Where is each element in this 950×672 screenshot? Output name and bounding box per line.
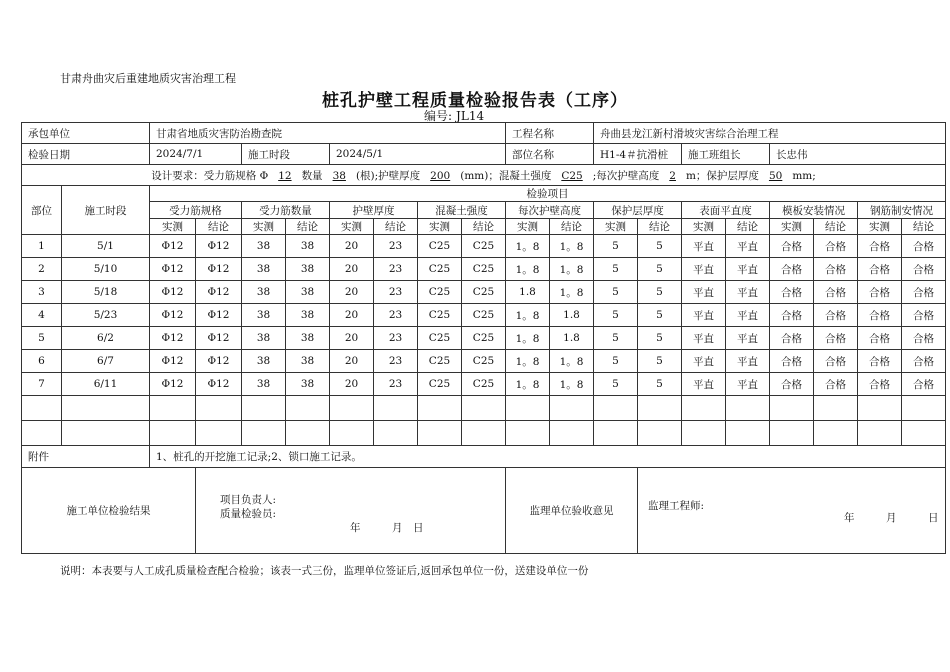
row-cell: 平直 [682,373,726,396]
info-row-1 [22,123,946,144]
row-cell: 23 [374,327,418,350]
row-cell: 5 [594,258,638,281]
row-cell: Φ12 [150,304,196,327]
row-cell: 平直 [682,281,726,304]
row-cell: 38 [242,350,286,373]
row-cell: 合格 [858,258,902,281]
empty-cell [22,396,62,421]
row-cell: 合格 [858,327,902,350]
empty-cell [374,421,418,446]
row-period: 5/18 [62,281,150,304]
construct-period-label: 施工时段 [242,144,330,165]
header-item: 每次护壁高度 [506,202,594,219]
row-cell: C25 [418,235,462,258]
header-measured: 实测 [770,219,814,235]
project-name-value: 舟曲县龙江新村滑坡灾害综合治理工程 [594,123,946,144]
row-cell: 合格 [902,258,946,281]
inspect-date-value: 2024/7/1 [150,144,242,165]
header-conclusion: 结论 [196,219,242,235]
empty-cell [62,396,150,421]
row-cell: 平直 [726,373,770,396]
row-cell: 平直 [726,281,770,304]
row-cell: 38 [286,258,330,281]
row-cell: 5 [594,373,638,396]
header-conclusion: 结论 [902,219,946,235]
serial-label: 编号: [424,109,453,123]
header-conclusion: 结论 [638,219,682,235]
row-cell: 平直 [726,235,770,258]
row-cell: 5 [638,304,682,327]
row-part: 1 [22,235,62,258]
row-cell: 1。8 [506,235,550,258]
project-name: 甘肃舟曲灾后重建地质灾害治理工程 [60,72,236,85]
empty-cell [682,396,726,421]
design-requirements [22,165,946,186]
row-cell: 合格 [858,350,902,373]
quality-inspector-label: 质量检验员: [220,508,277,520]
row-cell: 5 [638,350,682,373]
empty-cell [770,421,814,446]
row-cell: 合格 [902,304,946,327]
header-item: 保护层厚度 [594,202,682,219]
row-cell: C25 [418,373,462,396]
row-cell: 平直 [726,327,770,350]
header-item: 表面平直度 [682,202,770,219]
row-cell: 1。8 [550,373,594,396]
row-cell: 5 [638,258,682,281]
row-cell: 23 [374,304,418,327]
team-leader-value: 长忠伟 [770,144,946,165]
row-cell: 合格 [770,373,814,396]
row-cell: 5 [638,235,682,258]
header-item: 受力筋规格 [150,202,242,219]
row-part: 4 [22,304,62,327]
serial-value: JL14 [456,109,485,123]
date-right: 年 月 日 [844,512,939,524]
row-cell: 合格 [814,304,858,327]
part-label: 部位名称 [506,144,594,165]
row-cell: 38 [242,304,286,327]
row-cell: 38 [242,327,286,350]
header-item: 受力筋数量 [242,202,330,219]
header-measured: 实测 [594,219,638,235]
row-cell: 23 [374,258,418,281]
row-cell: 1。8 [506,327,550,350]
empty-cell [150,421,196,446]
date-left: 年 月 日 [350,522,424,534]
row-cell: 合格 [902,235,946,258]
header-item: 混凝土强度 [418,202,506,219]
row-part: 6 [22,350,62,373]
row-cell: 38 [286,281,330,304]
empty-cell [196,396,242,421]
empty-cell [726,421,770,446]
row-cell: 1。8 [506,350,550,373]
row-cell: 23 [374,281,418,304]
row-cell: 合格 [814,327,858,350]
row-cell: C25 [418,327,462,350]
row-cell: 合格 [814,235,858,258]
design-text-6: m；保护层厚度 [685,169,759,182]
attachment-value: 1、桩孔的开挖施工记录;2、锁口施工记录。 [150,446,946,468]
row-cell: C25 [462,235,506,258]
row-cell: C25 [462,327,506,350]
row-cell: Φ12 [196,327,242,350]
row-cell: 5 [594,281,638,304]
construct-period-value: 2024/5/1 [330,144,506,165]
row-cell: 5 [594,350,638,373]
row-cell: C25 [462,281,506,304]
table-row [22,281,946,304]
row-cell: 38 [242,235,286,258]
row-cell: 平直 [682,327,726,350]
empty-cell [242,396,286,421]
table-row [22,373,946,396]
row-cell: Φ12 [196,258,242,281]
row-cell: 38 [286,350,330,373]
row-cell: 20 [330,281,374,304]
empty-cell [902,396,946,421]
design-requirements-row [22,165,946,186]
row-cell: 1。8 [550,235,594,258]
row-cell: 38 [242,373,286,396]
empty-cell [196,421,242,446]
row-cell: Φ12 [196,235,242,258]
row-cell: 23 [374,235,418,258]
row-cell: 平直 [726,258,770,281]
empty-cell [330,396,374,421]
header-measured: 实测 [418,219,462,235]
table-row [22,235,946,258]
empty-cell [726,396,770,421]
empty-cell [506,396,550,421]
empty-cell [418,421,462,446]
empty-cell [858,396,902,421]
empty-cell [506,421,550,446]
row-cell: Φ12 [196,350,242,373]
row-period: 5/23 [62,304,150,327]
empty-cell [22,421,62,446]
row-cell: Φ12 [150,350,196,373]
empty-cell [62,421,150,446]
row-cell: C25 [462,350,506,373]
row-cell: Φ12 [150,281,196,304]
row-cell: 38 [286,373,330,396]
row-cell: 合格 [902,327,946,350]
table-row [22,258,946,281]
row-cell: Φ12 [150,235,196,258]
row-cell: 20 [330,350,374,373]
contractor-sign-box [196,468,506,554]
row-cell: C25 [418,258,462,281]
row-cell: 合格 [770,281,814,304]
empty-cell [682,421,726,446]
header-conclusion: 结论 [726,219,770,235]
attachment-row [22,446,946,468]
row-cell: 平直 [682,258,726,281]
row-cell: 合格 [814,258,858,281]
empty-cell [550,421,594,446]
row-cell: 23 [374,350,418,373]
design-text-7: mm; [792,169,816,182]
row-cell: 38 [286,304,330,327]
row-part: 7 [22,373,62,396]
row-cell: 平直 [682,304,726,327]
design-cover-thickness: 50 [768,169,783,182]
row-cell: Φ12 [196,281,242,304]
empty-cell [770,396,814,421]
design-text-3: (根);护壁厚度 [355,169,421,182]
empty-cell [638,396,682,421]
row-cell: 38 [242,258,286,281]
row-period: 5/1 [62,235,150,258]
part-value: H1-4＃抗滑桩 [594,144,682,165]
empty-row [22,396,946,421]
page-title: 桩孔护壁工程质量检验报告表（工序） [322,91,628,111]
empty-cell [374,396,418,421]
row-cell: C25 [418,281,462,304]
row-cell: 平直 [682,235,726,258]
empty-cell [902,421,946,446]
empty-cell [286,396,330,421]
attachment-label: 附件 [22,446,150,468]
row-cell: 合格 [814,350,858,373]
empty-cell [594,421,638,446]
design-rebar-spec: 12 [278,169,292,182]
design-rebar-count: 38 [332,169,346,182]
header-period: 施工时段 [62,186,150,235]
row-cell: 23 [374,373,418,396]
empty-cell [594,396,638,421]
row-cell: 1.8 [550,304,594,327]
row-cell: 合格 [858,281,902,304]
empty-cell [330,421,374,446]
project-lead-label: 项目负责人: [220,494,277,506]
row-cell: 1。8 [506,373,550,396]
row-cell: 合格 [902,373,946,396]
design-text-1: 设计要求：受力筋规格 Φ [151,169,269,182]
row-cell: Φ12 [150,258,196,281]
header-item: 模板安装情况 [770,202,858,219]
design-text-2: 数量 [301,169,323,182]
empty-cell [286,421,330,446]
empty-row [22,421,946,446]
row-cell: 20 [330,304,374,327]
row-part: 5 [22,327,62,350]
row-cell: 合格 [858,373,902,396]
header-conclusion: 结论 [814,219,858,235]
header-row-2 [22,202,946,219]
row-cell: C25 [462,258,506,281]
header-measured: 实测 [506,219,550,235]
empty-cell [462,421,506,446]
empty-cell [814,421,858,446]
header-row-1 [22,186,946,202]
row-cell: 合格 [770,350,814,373]
row-cell: 38 [286,327,330,350]
header-measured: 实测 [858,219,902,235]
contractor-result-label: 施工单位检验结果 [22,468,196,554]
inspect-date-label: 检验日期 [22,144,150,165]
supervisor-engineer-label: 监理工程师: [648,500,705,512]
row-cell: Φ12 [150,373,196,396]
data-body [22,235,946,396]
header-conclusion: 结论 [374,219,418,235]
row-cell: 合格 [770,304,814,327]
row-cell: C25 [418,350,462,373]
row-cell: 20 [330,258,374,281]
row-cell: 5 [594,304,638,327]
row-part: 3 [22,281,62,304]
header-measured: 实测 [682,219,726,235]
row-cell: 1。8 [506,258,550,281]
row-cell: Φ12 [150,327,196,350]
design-wall-height: 2 [669,169,676,182]
row-cell: 38 [242,281,286,304]
row-cell: C25 [462,373,506,396]
signature-row [22,468,946,554]
header-item: 钢筋制安情况 [858,202,946,219]
footer-note: 说明：本表要与人工成孔质量检查配合检验；该表一式三份，监理单位签证后,返回承包单位一份，送建设单位一份 [60,565,589,577]
row-cell: 合格 [814,373,858,396]
row-cell: Φ12 [196,373,242,396]
empty-cell [638,421,682,446]
row-cell: 平直 [726,304,770,327]
row-cell: 1.8 [506,281,550,304]
header-part: 部位 [22,186,62,235]
row-cell: C25 [418,304,462,327]
row-cell: 1。8 [550,258,594,281]
row-cell: 合格 [770,258,814,281]
table-row [22,327,946,350]
empty-cell [462,396,506,421]
design-text-4: (mm)；混凝土强度 [460,169,552,182]
row-cell: 1。8 [550,281,594,304]
design-text-5: ;每次护壁高度 [592,169,660,182]
row-cell: Φ12 [196,304,242,327]
row-cell: 合格 [814,281,858,304]
row-cell: 合格 [770,235,814,258]
team-leader-label: 施工班组长 [682,144,770,165]
row-cell: 合格 [858,304,902,327]
empty-cell [150,396,196,421]
row-period: 5/10 [62,258,150,281]
row-part: 2 [22,258,62,281]
row-cell: C25 [462,304,506,327]
header-item: 护壁厚度 [330,202,418,219]
project-name-label: 工程名称 [506,123,594,144]
row-cell: 5 [638,281,682,304]
row-cell: 1。8 [506,304,550,327]
row-cell: 5 [638,373,682,396]
header-measured: 实测 [150,219,196,235]
row-cell: 1.8 [550,327,594,350]
row-cell: 20 [330,235,374,258]
contractor-label: 承包单位 [22,123,150,144]
row-cell: 5 [594,235,638,258]
row-cell: 合格 [902,350,946,373]
header-inspect-items: 检验项目 [150,186,946,202]
row-cell: 合格 [770,327,814,350]
info-row-2 [22,144,946,165]
header-measured: 实测 [330,219,374,235]
contractor-value: 甘肃省地质灾害防治勘查院 [150,123,506,144]
design-wall-thickness: 200 [430,169,451,182]
inspection-table [21,122,946,554]
row-period: 6/11 [62,373,150,396]
row-cell: 合格 [858,235,902,258]
row-cell: 平直 [726,350,770,373]
row-cell: 38 [286,235,330,258]
empty-cell [418,396,462,421]
row-cell: 5 [594,327,638,350]
header-conclusion: 结论 [462,219,506,235]
row-cell: 20 [330,327,374,350]
row-cell: 20 [330,373,374,396]
header-row-3 [22,219,946,235]
empty-cell [858,421,902,446]
header-measured: 实测 [242,219,286,235]
header-conclusion: 结论 [550,219,594,235]
row-cell: 5 [638,327,682,350]
design-concrete-strength: C25 [561,169,583,182]
empty-cell [550,396,594,421]
row-cell: 合格 [902,281,946,304]
table-row [22,304,946,327]
row-period: 6/2 [62,327,150,350]
table-row [22,350,946,373]
row-period: 6/7 [62,350,150,373]
supervisor-opinion-label: 监理单位验收意见 [506,468,638,554]
empty-cell [814,396,858,421]
supervisor-sign-box [638,468,946,554]
empty-cell [242,421,286,446]
row-cell: 1。8 [550,350,594,373]
row-cell: 平直 [682,350,726,373]
header-conclusion: 结论 [286,219,330,235]
